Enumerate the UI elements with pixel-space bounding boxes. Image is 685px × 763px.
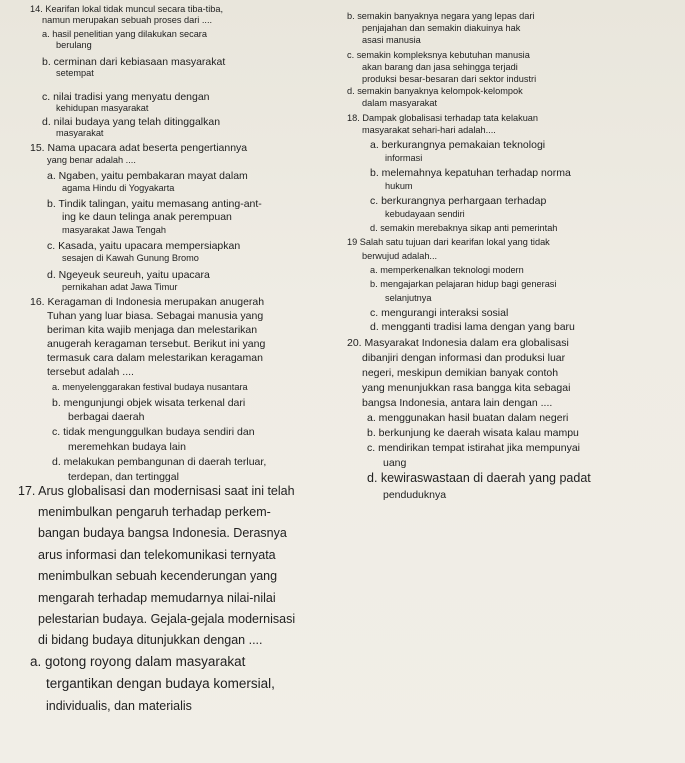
q14-option-b-line-1: b. cerminan dari kebiasaan masyarakat [42, 56, 226, 68]
q19-option-a-line-1: a. memperkenalkan teknologi modern [370, 265, 524, 275]
q18-option-c-line-1: c. berkurangnya perhargaan terhadap [370, 195, 547, 207]
q14-option-c-line-2: kehidupan masyarakat [56, 103, 149, 113]
q17-option-a-line-2: tergantikan dengan budaya komersial, [46, 676, 275, 691]
q16-stem-line-3: beriman kita wajib menjaga dan melestarikan [47, 324, 258, 336]
q15-option-c-line-1: c. Kasada, yaitu upacara mempersiapkan [47, 240, 241, 252]
q20-option-d-line-1: d. kewiraswastaan di daerah yang padat [367, 471, 591, 485]
q16-stem-line-6: tersebut adalah .... [47, 366, 134, 378]
q18-option-b-line-1: b. melemahnya kepatuhan terhadap norma [370, 167, 571, 179]
q15-option-a-line-1: a. Ngaben, yaitu pembakaran mayat dalam [47, 170, 248, 182]
q14-option-c-right-line-3: produksi besar-besaran dari sektor industri [362, 74, 537, 84]
q16-stem-line-5: termasuk cara dalam melestarikan keragaman [47, 352, 263, 364]
q14-option-c-line-1: c. nilai tradisi yang menyatu dengan [42, 91, 210, 103]
q14-option-b-right-line-1: b. semakin banyaknya negara yang lepas dari [347, 11, 535, 21]
q16-stem-line-1: 16. Keragaman di Indonesia merupakan anugerah [30, 296, 265, 308]
q20-option-d-line-2: penduduknya [383, 489, 447, 501]
q20-option-c-line-2: uang [383, 457, 407, 469]
q18-option-a-line-1: a. berkurangnya pemakaian teknologi [370, 139, 546, 151]
q16-option-b-line-1: b. mengunjungi objek wisata terkenal dari [52, 397, 246, 409]
q15-stem-line-1: 15. Nama upacara adat beserta pengertiannya [30, 142, 248, 154]
q19-option-b-line-2: selanjutnya [385, 293, 432, 303]
q20-stem-line-2: dibanjiri dengan informasi dan produksi luar [362, 352, 566, 364]
q16-option-d-line-2: terdepan, dan tertinggal [68, 471, 179, 483]
q20-stem-line-4: yang menunjukkan rasa bangga kita sebagai [362, 382, 571, 394]
q16-option-c-line-1: c. tidak mengunggulkan budaya sendiri dan [52, 426, 255, 438]
q20-stem-line-5: bangsa Indonesia, antara lain dengan .... [362, 397, 553, 409]
q14-option-c-right-line-2: akan barang dan jasa sehingga terjadi [362, 62, 518, 72]
q16-option-a-line-1: a. menyelenggarakan festival budaya nusantara [52, 382, 248, 392]
q17-option-a-line-1: a. gotong royong dalam masyarakat [30, 654, 246, 669]
q14-option-c-right-line-1: c. semakin kompleksnya kebutuhan manusia [347, 50, 530, 60]
q14-option-b-right-line-3: asasi manusia [362, 35, 421, 45]
q20-option-b-line-1: b. berkunjung ke daerah wisata kalau mampu [367, 427, 579, 439]
q14-stem-line-2: namun merupakan sebuah proses dari .... [42, 15, 213, 25]
q17-stem-line-4: arus informasi dan telekomunikasi ternyata [38, 548, 276, 562]
q14-option-d-right-line-2: dalam masyarakat [362, 98, 438, 108]
q17-stem-line-1: 17. Arus globalisasi dan modernisasi saat ini telah [18, 484, 295, 498]
q17-stem-line-3: bangan budaya bangsa Indonesia. Derasnya [38, 526, 287, 540]
q17-stem-line-6: mengarah terhadap memudarnya nilai-nilai [38, 591, 276, 605]
q14-option-b-right-line-2: penjajahan dan semakin diakuinya hak [362, 23, 521, 33]
q14-option-a-line-1: a. hasil penelitian yang dilakukan secara [42, 29, 207, 39]
q15-option-c-line-2: sesajen di Kawah Gunung Bromo [62, 253, 199, 263]
q20-stem-line-3: negeri, meskipun demikian banyak contoh [362, 367, 559, 379]
q19-stem-line-1: 19 Salah satu tujuan dari kearifan lokal yang tidak [347, 237, 550, 247]
q20-option-a-line-1: a. menggunakan hasil buatan dalam negeri [367, 412, 569, 424]
q15-option-b-line-3: masyarakat Jawa Tengah [62, 225, 167, 235]
q18-stem-line-2: masyarakat sehari-hari adalah.... [362, 125, 496, 135]
q18-stem-line-1: 18. Dampak globalisasi terhadap tata kelakuan [347, 113, 539, 123]
q16-option-d-line-1: d. melakukan pembangunan di daerah terluar, [52, 456, 267, 468]
q19-stem-line-2: berwujud adalah... [362, 251, 438, 261]
q14-stem-line-1: 14. Kearifan lokal tidak muncul secara tiba-tiba, [30, 4, 224, 14]
q17-stem-line-8: di bidang budaya ditunjukkan dengan .... [38, 633, 263, 647]
q16-stem-line-4: anugerah keragaman tersebut. Berikut ini yang [47, 338, 266, 350]
q15-option-b-line-2: ing ke daun telinga anak perempuan [62, 211, 232, 223]
q14-option-d-line-2: masyarakat [56, 128, 104, 138]
q17-stem-line-7: pelestarian budaya. Gejala-gejala modernisasi [38, 612, 296, 626]
q18-option-a-line-2: informasi [385, 153, 423, 163]
q20-stem-line-1: 20. Masyarakat Indonesia dalam era globalisasi [347, 337, 569, 349]
q17-stem-line-2: menimbulkan pengaruh terhadap perkem- [38, 505, 271, 519]
q15-stem-line-2: yang benar adalah .... [47, 155, 136, 165]
q15-option-d-line-1: d. Ngeyeuk seureuh, yaitu upacara [47, 269, 210, 281]
q15-option-d-line-2: pernikahan adat Jawa Timur [62, 282, 178, 292]
q16-option-b-line-2: berbagai daerah [68, 411, 145, 423]
q16-stem-line-2: Tuhan yang luar biasa. Sebagai manusia yang [47, 310, 264, 322]
q19-option-d-line-1: d. mengganti tradisi lama dengan yang baru [370, 321, 575, 333]
q18-option-b-line-2: hukum [385, 181, 413, 191]
q17-option-a-line-3: individualis, dan materialis [46, 699, 192, 713]
q17-stem-line-5: menimbulkan sebuah kecenderungan yang [38, 569, 278, 583]
q14-option-a-line-2: berulang [56, 40, 92, 50]
q14-option-b-line-2: setempat [56, 68, 94, 78]
q19-option-b-line-1: b. mengajarkan pelajaran hidup bagi generasi [370, 279, 557, 289]
q18-option-c-line-2: kebudayaan sendiri [385, 209, 465, 219]
q16-option-c-line-2: meremehkan budaya lain [68, 441, 186, 453]
q14-option-d-line-1: d. nilai budaya yang telah ditinggalkan [42, 116, 221, 128]
q14-option-d-right-line-1: d. semakin banyaknya kelompok-kelompok [347, 86, 523, 96]
q15-option-a-line-2: agama Hindu di Yogyakarta [62, 183, 175, 193]
q15-option-b-line-1: b. Tindik talingan, yaitu memasang anting-ant- [47, 198, 262, 210]
q18-option-d-line-1: d. semakin merebaknya sikap anti pemerintah [370, 223, 558, 233]
q20-option-c-line-1: c. mendirikan tempat istirahat jika mempunyai [367, 442, 581, 454]
q19-option-c-line-1: c. mengurangi interaksi sosial [370, 307, 509, 319]
